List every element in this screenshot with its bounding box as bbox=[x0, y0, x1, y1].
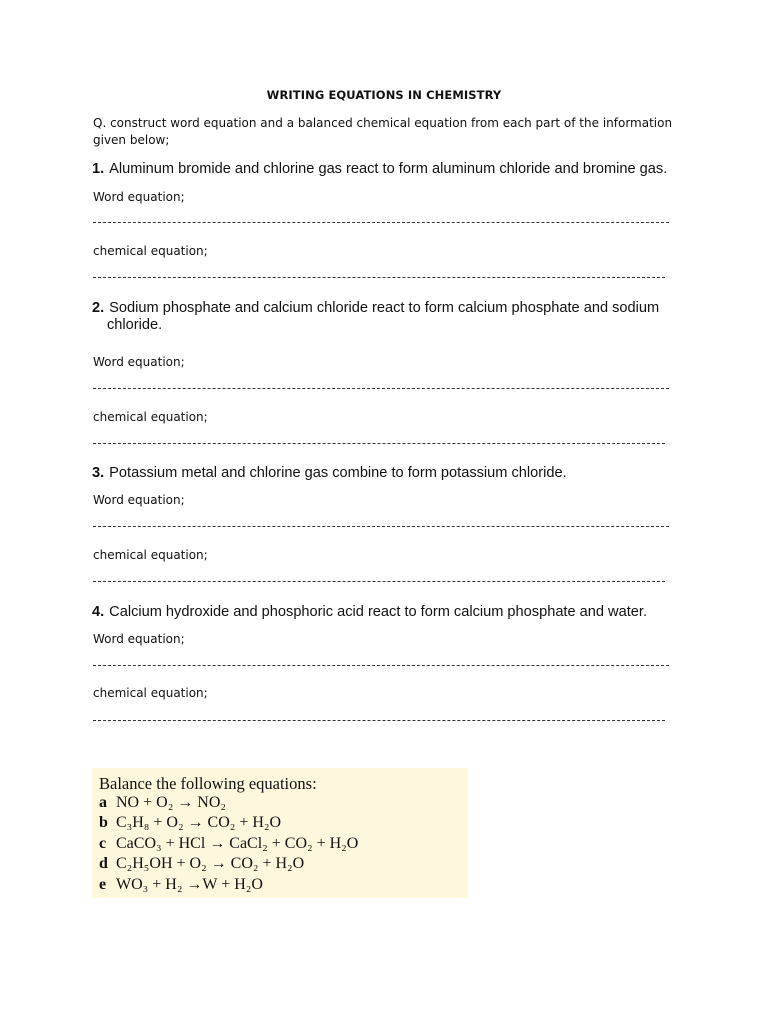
answer-line[interactable] bbox=[93, 665, 669, 666]
question-text: Sodium phosphate and calcium chloride react to form calcium phosphate and sodium bbox=[109, 300, 660, 316]
equation-b bbox=[99, 814, 281, 832]
question-text-continued: chloride. bbox=[107, 317, 163, 333]
question-1 bbox=[92, 161, 692, 178]
question-4 bbox=[92, 604, 692, 621]
question-2 bbox=[92, 300, 692, 334]
equation-text: C₃H₈ + O₂ → CO₂ + H₂O bbox=[116, 814, 282, 831]
equation-letter: a bbox=[99, 794, 107, 811]
word-equation-label: Word equation; bbox=[93, 355, 185, 369]
equation-c bbox=[99, 835, 358, 853]
question-3 bbox=[92, 465, 692, 482]
question-number: 3. bbox=[92, 465, 105, 481]
equation-text: WO₃ + H₂ →W + H₂O bbox=[116, 876, 263, 893]
question-text: Potassium metal and chlorine gas combine to form potassium chloride. bbox=[109, 465, 567, 481]
balance-equations-box bbox=[92, 768, 468, 898]
balance-heading: Balance the following equations: bbox=[99, 774, 317, 793]
instructions: Q. construct word equation and a balanced chemical equation from each part of the information given below; bbox=[93, 116, 673, 147]
equation-letter: b bbox=[99, 814, 108, 831]
answer-line[interactable] bbox=[93, 443, 665, 444]
equation-text: NO + O₂ → NO₂ bbox=[116, 794, 226, 811]
chemical-equation-label: chemical equation; bbox=[93, 410, 208, 424]
equation-text: C₂H₅OH + O₂ → CO₂ + H₂O bbox=[116, 855, 305, 872]
answer-line[interactable] bbox=[93, 277, 665, 278]
chemical-equation-label: chemical equation; bbox=[93, 686, 208, 700]
answer-line[interactable] bbox=[93, 222, 669, 223]
answer-line[interactable] bbox=[93, 720, 665, 721]
word-equation-label: Word equation; bbox=[93, 493, 185, 507]
equation-d bbox=[99, 855, 304, 873]
equation-a bbox=[99, 794, 226, 812]
question-text: Calcium hydroxide and phosphoric acid react to form calcium phosphate and water. bbox=[109, 604, 647, 620]
page-title: WRITING EQUATIONS IN CHEMISTRY bbox=[266, 88, 502, 102]
word-equation-label: Word equation; bbox=[93, 190, 185, 204]
question-number: 2. bbox=[92, 300, 105, 316]
equation-text: CaCO₃ + HCl → CaCl₂ + CO₂ + H₂O bbox=[116, 835, 359, 852]
question-number: 4. bbox=[92, 604, 105, 620]
equation-letter: c bbox=[99, 835, 107, 852]
answer-line[interactable] bbox=[93, 388, 669, 389]
question-number: 1. bbox=[92, 161, 105, 177]
answer-line[interactable] bbox=[93, 526, 669, 527]
equation-letter: e bbox=[99, 876, 107, 893]
chemical-equation-label: chemical equation; bbox=[93, 244, 208, 258]
answer-line[interactable] bbox=[93, 581, 665, 582]
chemical-equation-label: chemical equation; bbox=[93, 548, 208, 562]
equation-letter: d bbox=[99, 855, 108, 872]
equation-e bbox=[99, 876, 263, 894]
word-equation-label: Word equation; bbox=[93, 632, 185, 646]
question-text: Aluminum bromide and chlorine gas react to form aluminum chloride and bromine gas. bbox=[109, 161, 668, 177]
